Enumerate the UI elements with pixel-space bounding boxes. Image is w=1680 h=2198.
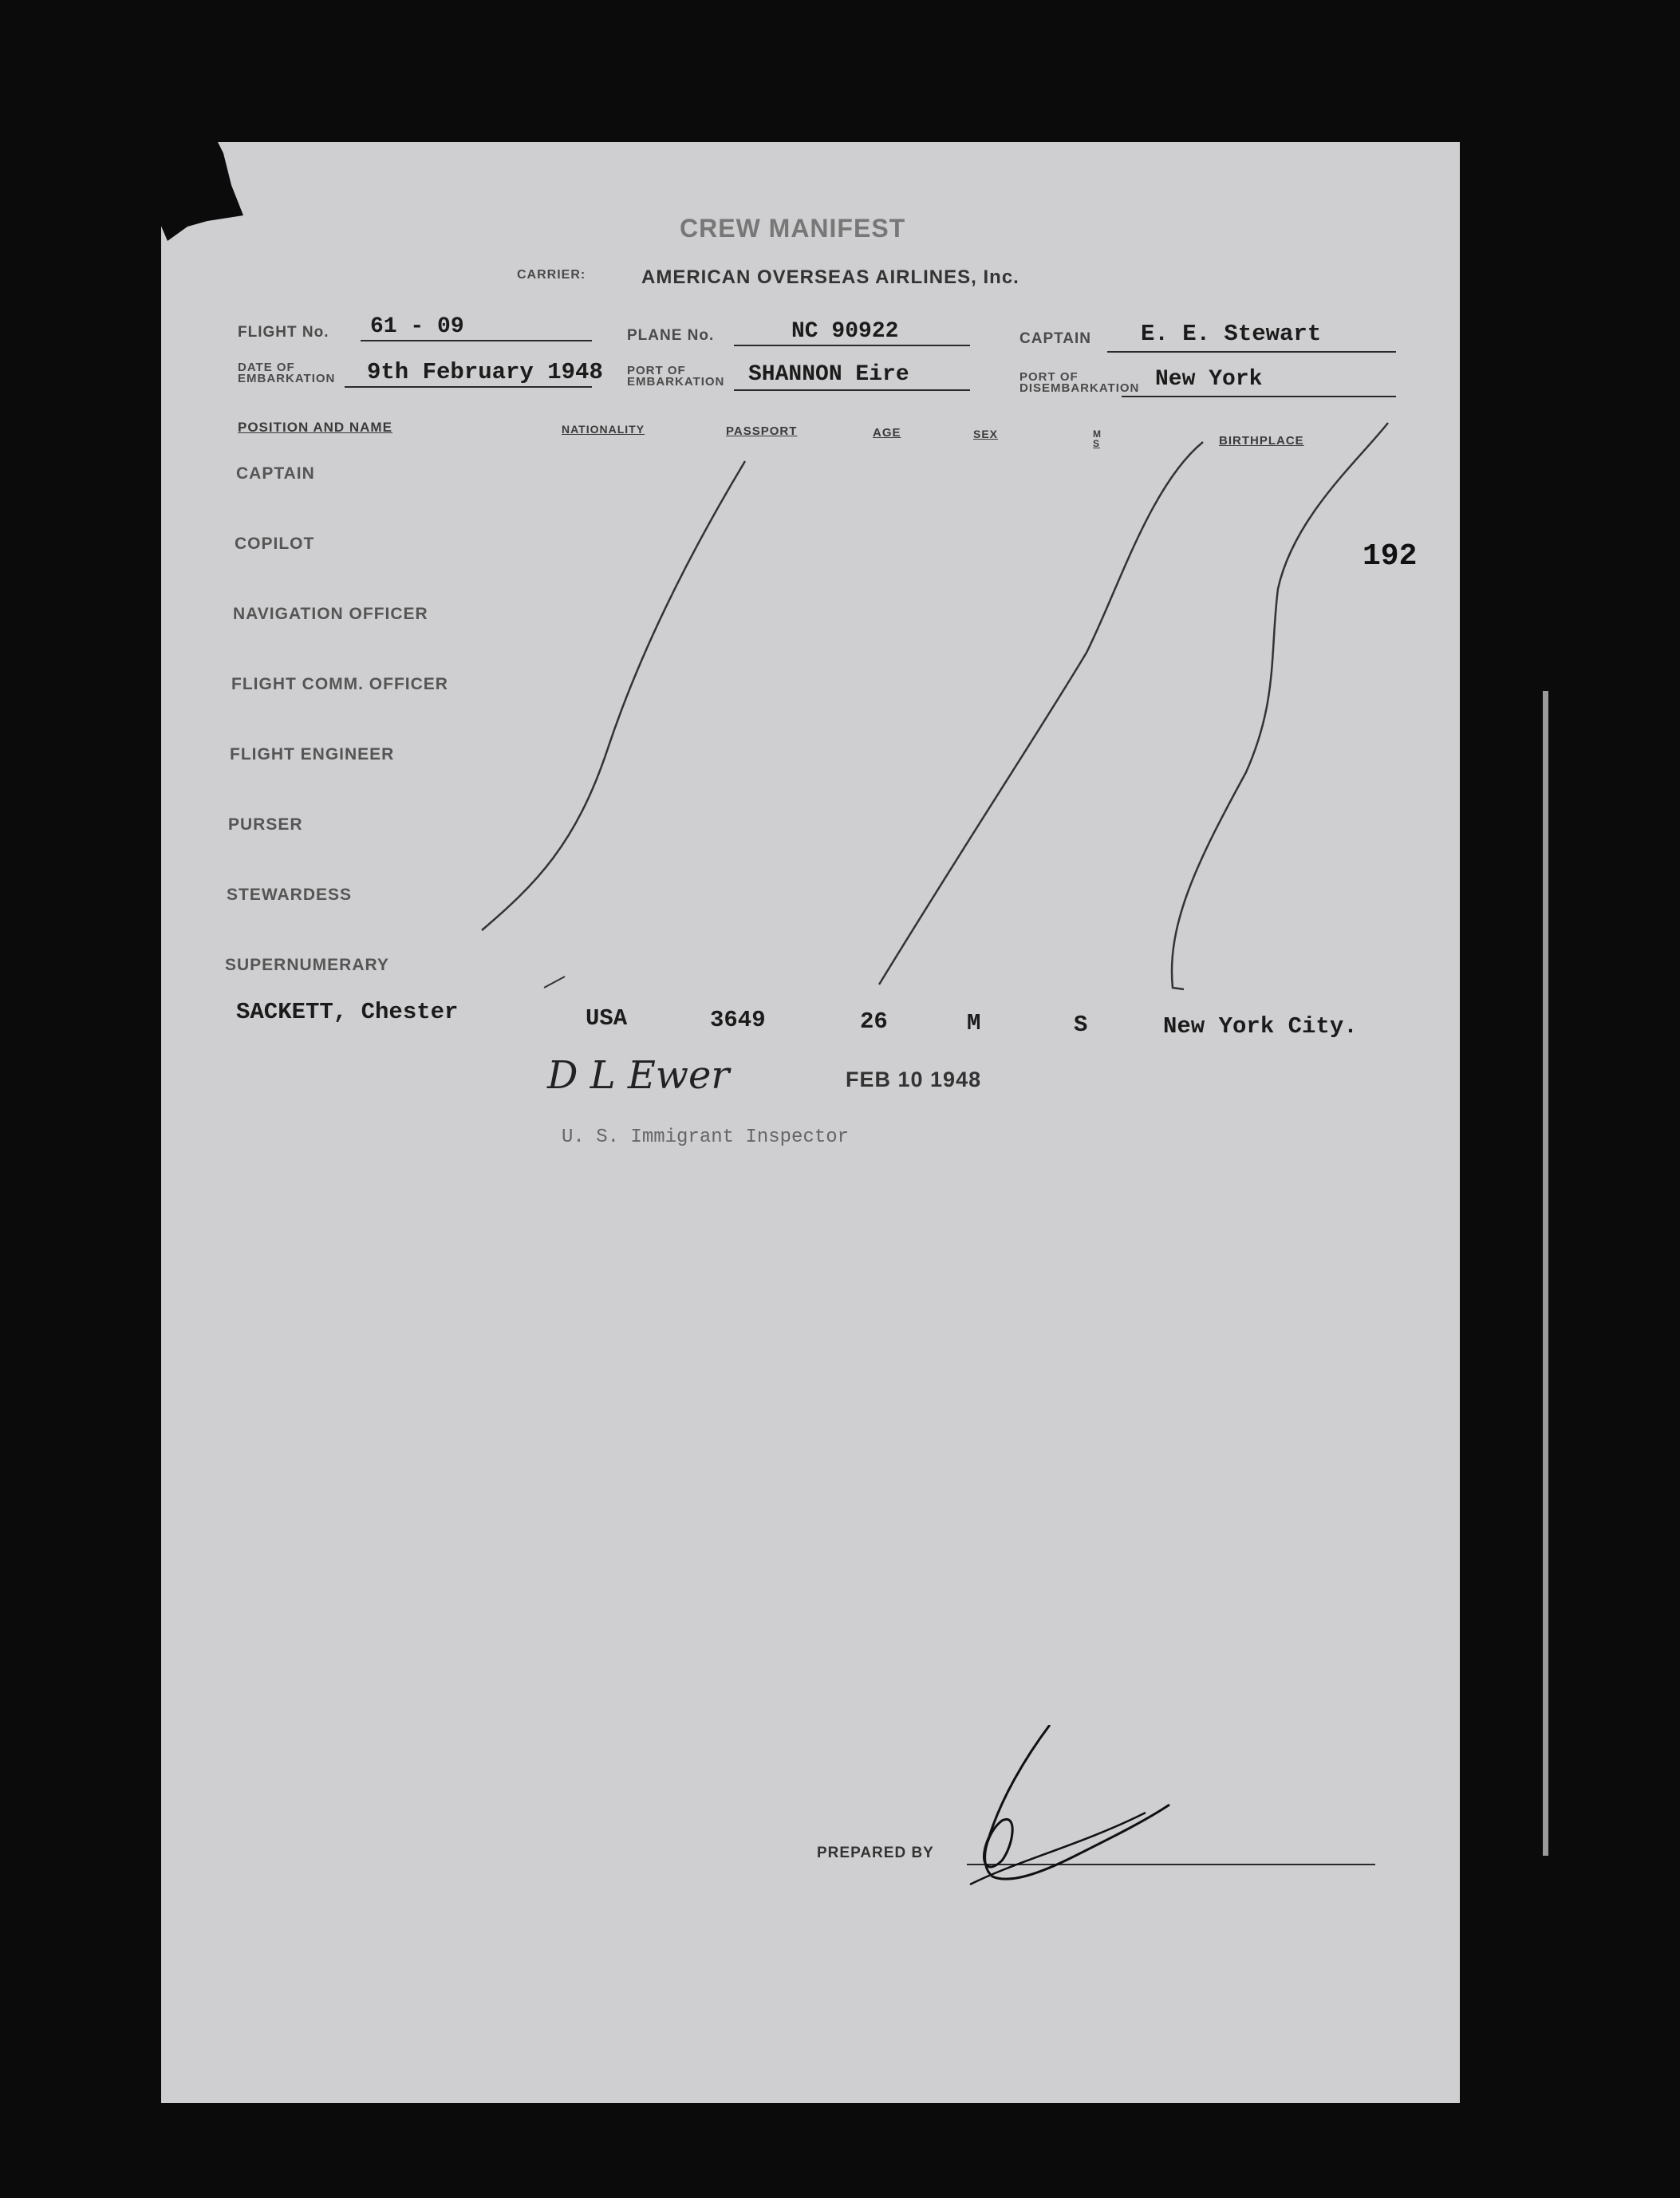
position-flight-comm-officer: FLIGHT COMM. OFFICER (231, 675, 448, 693)
plane-value: NC 90922 (791, 319, 899, 344)
position-navigation-officer: NAVIGATION OFFICER (233, 605, 428, 623)
port-dis-label: PORT OF DISEMBARKATION (1019, 370, 1140, 395)
position-flight-engineer: FLIGHT ENGINEER (230, 745, 395, 764)
stamp-date: FEB 10 1948 (846, 1067, 982, 1091)
scanner-edge (1543, 691, 1548, 1856)
crew-marital: S (1074, 1012, 1088, 1038)
manifest-sheet (161, 142, 1460, 2103)
flight-label: FLIGHT No. (238, 324, 329, 341)
carrier-label: CARRIER: (517, 268, 586, 282)
col-age: AGE (873, 426, 901, 440)
position-captain: CAPTAIN (236, 464, 315, 483)
date-label: DATE OF EMBARKATION (238, 361, 336, 385)
crew-birthplace: New York City. (1163, 1013, 1358, 1040)
crew-passport: 3649 (710, 1007, 766, 1033)
plane-label: PLANE No. (627, 327, 715, 344)
preparer-signature (954, 1725, 1193, 1900)
col-position: POSITION AND NAME (238, 420, 392, 435)
flight-value: 61 - 09 (370, 314, 464, 339)
crew-sex: M (967, 1010, 981, 1036)
captain-label: CAPTAIN (1019, 330, 1092, 347)
crew-name: SACKETT, Chester (236, 999, 459, 1025)
page-number: 192 (1363, 539, 1418, 574)
crew-nationality: USA (586, 1005, 628, 1032)
strike-lines (161, 142, 1460, 1020)
port-emb-value: SHANNON Eire (748, 362, 909, 387)
col-sex: SEX (973, 428, 999, 440)
position-copilot: COPILOT (235, 535, 315, 553)
form-title: CREW MANIFEST (680, 214, 906, 243)
prepared-by-label: PREPARED BY (817, 1845, 934, 1861)
position-stewardess: STEWARDESS (227, 886, 353, 904)
col-nationality: NATIONALITY (562, 423, 645, 436)
captain-value: E. E. Stewart (1141, 321, 1322, 347)
col-marital: M S (1093, 428, 1102, 449)
position-purser: PURSER (228, 815, 303, 834)
carrier-value: AMERICAN OVERSEAS AIRLINES, Inc. (641, 266, 1019, 288)
port-dis-value: New York (1155, 367, 1263, 392)
inspector-signature: D L Ewer (547, 1053, 730, 1098)
position-supernumerary: SUPERNUMERARY (225, 956, 389, 974)
port-emb-label: PORT OF EMBARKATION (627, 364, 725, 389)
date-value: 9th February 1948 (367, 359, 603, 385)
col-birthplace: BIRTHPLACE (1219, 434, 1304, 448)
inspector-title: U. S. Immigrant Inspector (562, 1127, 850, 1148)
col-passport: PASSPORT (726, 424, 798, 438)
crew-age: 26 (860, 1008, 888, 1035)
